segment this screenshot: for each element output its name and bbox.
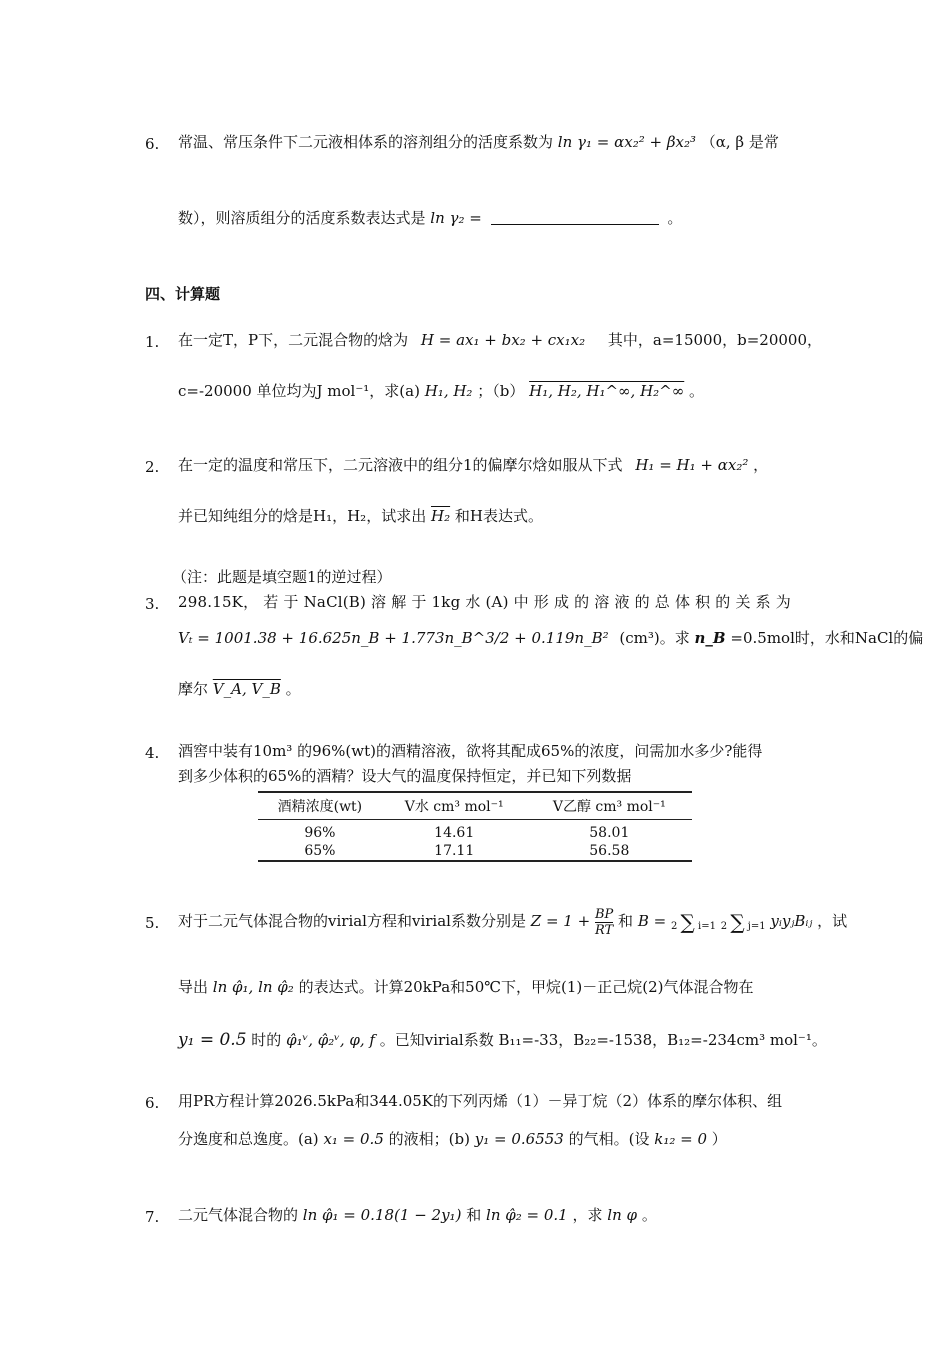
c6-line2-end: ） [711, 1130, 727, 1148]
c3-line3-a: 摩尔 [178, 680, 209, 698]
c5-line3-b: 。已知virial系数 B₁₁=-33，B₂₂=-1538，B₁₂=-234cm³ mol⁻¹。 [379, 1031, 827, 1049]
c5-sum-j-bot: j=1 [747, 921, 766, 932]
c2-number: 2. [145, 458, 160, 476]
c2-line2 [178, 505, 543, 527]
table-cell: 96% [304, 825, 336, 841]
sigma-symbol: ∑ [730, 910, 745, 934]
q6-line1-tail: （α, β 是常 [700, 133, 779, 151]
table-cell: 65% [258, 842, 382, 861]
table-cell: 17.11 [382, 842, 527, 861]
c5-number: 5. [145, 914, 160, 932]
c1-line2-f2: H₁, H₂, H₁^∞, H₂^∞ [529, 382, 685, 400]
q6-line1 [178, 131, 779, 153]
c2-line2-b: 和H表达式。 [454, 507, 543, 525]
c3-number: 3. [145, 595, 160, 613]
c2-line1-formula: H₁ = H₁ + αx₂² [635, 456, 749, 474]
c3-line2-tail: =0.5mol时，水和NaCl的偏 [730, 629, 924, 647]
c4-number: 4. [145, 744, 160, 762]
c2-line2-f: H₂ [430, 507, 451, 525]
table-header-v-ethanol: V乙醇 cm³ mol⁻¹ [527, 792, 692, 820]
c1-line2-b: ；（b） [477, 382, 525, 400]
q6-line2 [178, 207, 682, 229]
c7-line1-f3: ln φ [607, 1206, 638, 1224]
c5-line1-end: ，试 [817, 912, 848, 930]
c5-sum-i [671, 912, 716, 932]
c1-line2-a: c=-20000 单位均为J mol⁻¹，求(a) [178, 382, 420, 400]
c5-fraction [595, 907, 613, 938]
c1-line1 [178, 329, 822, 351]
q6-line1-text: 常温、常压条件下二元液相体系的溶剂组分的活度系数为 [178, 133, 554, 151]
section-title: 四、计算题 [145, 285, 221, 303]
c2-line2-a: 并已知纯组分的焓是H₁，H₂，试求出 [178, 507, 427, 525]
c3-line3-f: V_A, V_B [212, 680, 281, 698]
alcohol-data-table [258, 791, 692, 862]
c5-line2-b: 的表达式。计算20kPa和50℃下，甲烷(1)－正己烷(2)气体混合物在 [298, 978, 754, 996]
c5-line3-f: φ̂₁ᵛ, φ̂₂ᵛ, φ, f [286, 1031, 375, 1049]
c6-line2-f3: k₁₂ = 0 [654, 1130, 708, 1148]
c2-line1-a: 在一定的温度和常压下，二元溶液中的组分1的偏摩尔焓如服从下式 [178, 456, 623, 474]
c3-line2-nb: n_B [694, 629, 726, 647]
c1-line2-end: 。 [689, 382, 705, 400]
c5-line3-a: 时的 [251, 1031, 282, 1049]
c6-line2-a: 分逸度和总逸度。(a) [178, 1130, 319, 1148]
table-header-v-water: V水 cm³ mol⁻¹ [382, 792, 527, 820]
c6-number: 6. [145, 1094, 160, 1112]
c7-line1-c: ，求 [572, 1206, 603, 1224]
c7-line1 [178, 1204, 657, 1226]
q6-number: 6. [145, 135, 160, 153]
c2-line1-end: ， [753, 456, 769, 474]
q6-line2-formula: ln γ₂ = [430, 209, 482, 227]
c5-line1-z: Z = 1 + [530, 912, 591, 930]
c4-line2: 到多少体积的65%的酒精？设大气的温度保持恒定，并已知下列数据 [178, 767, 632, 785]
c3-line2-formula: Vₜ = 1001.38 + 16.625n_B + 1.773n_B^3/2 + 0.119n_B² [178, 629, 609, 647]
c3-line1: 298.15K， 若 于 NaCl(B) 溶 解 于 1kg 水 (A) 中 形 成 的 溶 液 的 总 体 积 的 关 系 为 [178, 593, 791, 611]
c6-line2 [178, 1128, 727, 1150]
c5-line1 [178, 896, 847, 946]
c2-note: （注：此题是填空题1的逆过程） [172, 568, 392, 586]
c5-frac-num: BP [594, 906, 614, 922]
c5-line3 [178, 1029, 827, 1051]
table-row [258, 820, 692, 843]
c5-sum-i-top: 2 [670, 921, 678, 932]
c5-line2-a: 导出 [178, 978, 209, 996]
c6-line2-f2: y₁ = 0.6553 [474, 1130, 564, 1148]
c6-line1: 用PR方程计算2026.5kPa和344.05K的下列丙烯（1）－异丁烷（2）体系的摩尔体积、组 [178, 1092, 783, 1110]
c5-sum-j-top: 2 [720, 921, 728, 932]
c5-sum-j [721, 912, 766, 932]
c7-line1-f2: ln φ̂₂ = 0.1 [486, 1206, 568, 1224]
table-cell: 56.58 [527, 842, 692, 861]
c1-line1-a: 在一定T，P下，二元混合物的焓为 [178, 331, 409, 349]
c1-line2-f1: H₁, H₂ [424, 382, 473, 400]
table-header-concentration: 酒精浓度(wt) [258, 792, 382, 820]
c5-line1-b: B = [637, 912, 667, 930]
c7-line1-a: 二元气体混合物的 [178, 1206, 299, 1224]
c7-line1-end: 。 [641, 1206, 657, 1224]
c6-line2-c: 的气相。(设 [568, 1130, 650, 1148]
c1-line1-b: 其中，a=15000，b=20000， [607, 331, 823, 349]
c3-line3 [178, 678, 301, 700]
c5-line2 [178, 976, 754, 998]
c3-line3-end: 。 [285, 680, 301, 698]
q6-line2-text: 数），则溶质组分的活度系数表达式是 [178, 209, 426, 227]
c5-frac-den: RT [594, 922, 614, 938]
table-header-row [258, 792, 692, 820]
answer-blank[interactable] [491, 210, 659, 225]
c1-number: 1. [145, 333, 160, 351]
c5-line2-f: ln φ̂₁, ln φ̂₂ [212, 978, 294, 996]
c4-line1: 酒窖中装有10m³ 的96%(wt)的酒精溶液，欲将其配成65%的浓度，问需加水多少?能得 [178, 742, 763, 760]
c7-line1-f1: ln φ̂₁ = 0.18(1 − 2y₁) [302, 1206, 462, 1224]
c1-line2 [178, 380, 704, 402]
c7-number: 7. [145, 1208, 160, 1226]
c3-line2 [178, 627, 923, 649]
c5-sum-i-bot: i=1 [698, 921, 716, 932]
table-cell: 58.01 [589, 825, 630, 841]
c5-line3-y: y₁ = 0.5 [178, 1030, 247, 1050]
c5-line1-and: 和 [618, 912, 634, 930]
table-cell: 14.61 [434, 825, 475, 841]
sigma-symbol: ∑ [680, 910, 695, 934]
q6-line1-formula: ln γ₁ = αx₂² + βx₂³ [557, 133, 696, 151]
c3-line2-unit: (cm³)。求 [619, 629, 690, 647]
table-row [258, 842, 692, 861]
c5-sum-term: yᵢyⱼBᵢⱼ [770, 912, 813, 930]
c5-line1-a: 对于二元气体混合物的virial方程和virial系数分别是 [178, 912, 526, 930]
c7-line1-b: 和 [466, 1206, 482, 1224]
c6-line2-b: 的液相；(b) [388, 1130, 470, 1148]
c2-line1 [178, 454, 768, 476]
q6-line2-end: 。 [667, 209, 683, 227]
c1-line1-formula: H = ax₁ + bx₂ + cx₁x₂ [420, 331, 586, 349]
c6-line2-f1: x₁ = 0.5 [323, 1130, 384, 1148]
